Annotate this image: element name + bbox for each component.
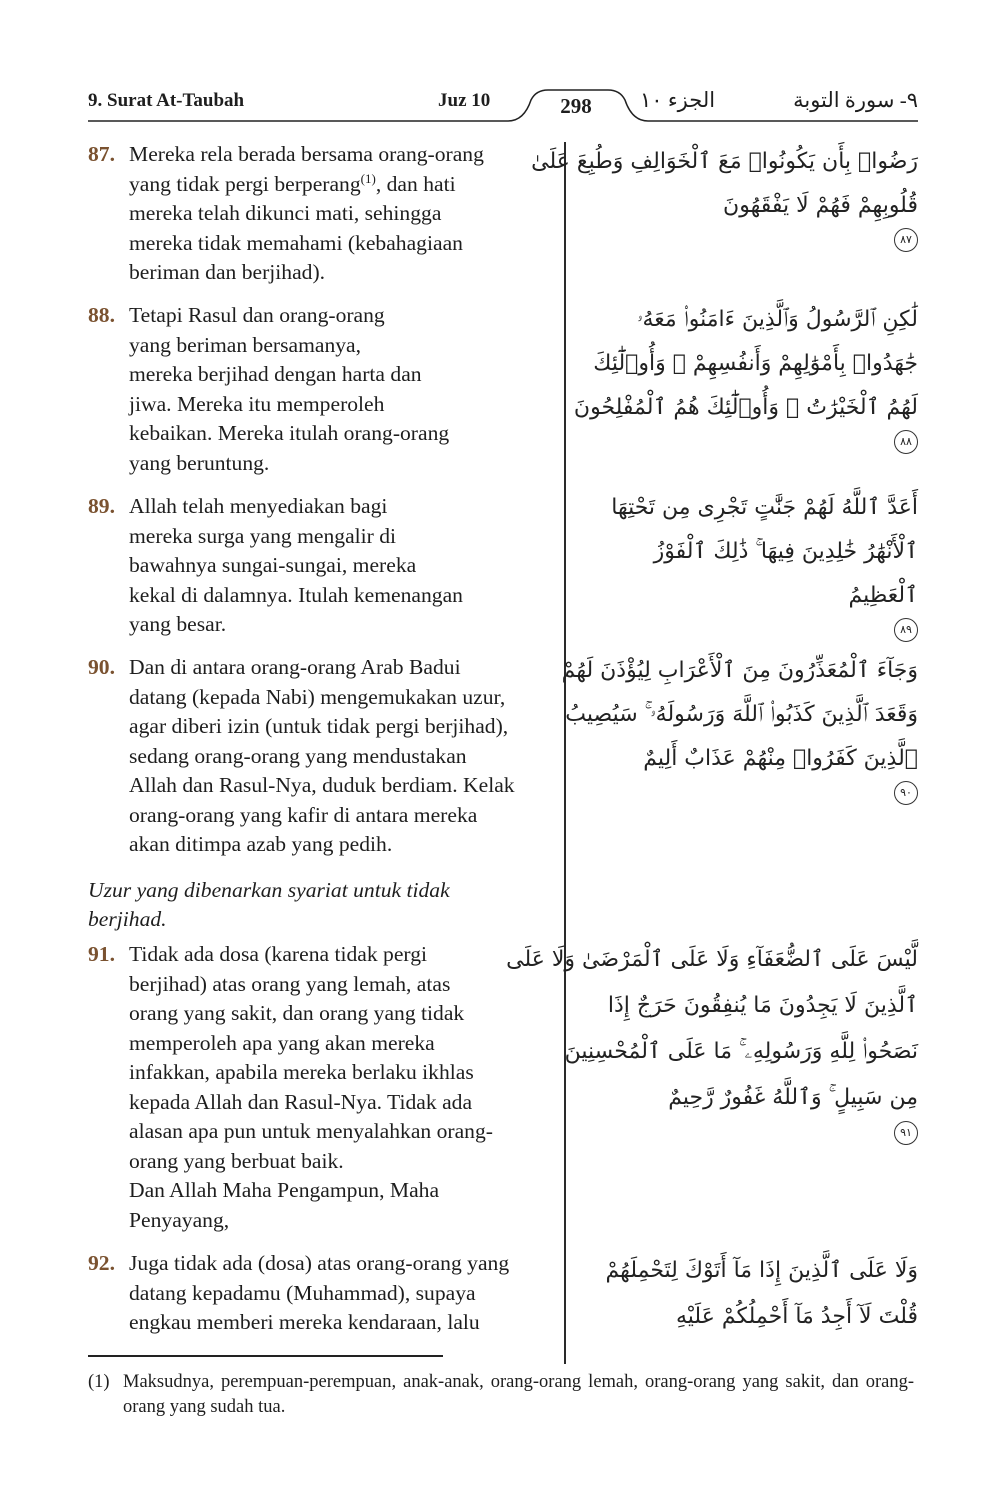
verse-line: kekal di dalamnya. Itulah kemenangan	[129, 582, 463, 607]
verse-line: yang beruntung.	[129, 450, 270, 475]
surah-name-arabic: ٩- سورة التوبة	[793, 88, 918, 112]
arabic-line: رَضُوا۟ بِأَن يَكُونُوا۟ مَعَ ٱلْخَوَالِفِ وَطُبِعَ عَلَىٰ	[531, 149, 918, 174]
arabic-line: مِن سَبِيلٍ ۚ وَٱللَّهُ غَفُورٌ رَّحِيمٌ ٩١	[580, 1075, 918, 1145]
footnote	[88, 1370, 914, 1420]
verse-line: agar diberi izin (untuk tidak pergi berjihad),	[129, 714, 509, 738]
arabic-line: قُلُوبِهِمْ فَهُمْ لَا يَفْقَهُونَ ٨٧	[580, 184, 918, 252]
verse-line: akan ditimpa azab yang pedih.	[129, 832, 393, 856]
arabic-verse-88	[573, 298, 918, 454]
arabic-line: لَٰكِنِ ٱلرَّسُولُ وَٱلَّذِينَ ءَامَنُوا۟ مَعَهُۥ	[637, 307, 918, 332]
verse-line: Tetapi Rasul dan orang-orang	[129, 303, 385, 327]
ayah-end-marker: ٩١	[894, 1121, 918, 1145]
verse-line: alasan apa pun untuk menyalahkan orang-	[129, 1119, 493, 1143]
arabic-line: قُلْتَ لَآ أَجِدُ مَآ أَحْمِلُكُمْ عَلَيْهِ	[675, 1304, 918, 1329]
verse-translation	[129, 301, 558, 478]
verse-88	[88, 301, 558, 478]
subheading-line: Uzur yang dibenarkan syariat untuk tidak	[88, 878, 450, 902]
page-header	[88, 88, 918, 128]
verse-91	[88, 940, 558, 1235]
verse-line: Dan di antara orang-orang Arab Badui	[129, 655, 461, 679]
verse-line: jiwa. Mereka itu memperoleh	[129, 391, 385, 416]
arabic-line: أَعَدَّ ٱللَّهُ لَهُمْ جَنَّٰتٍ تَجْرِى مِن تَحْتِهَا	[611, 495, 918, 520]
verse-line: sedang orang-orang yang mendustakan	[129, 743, 467, 768]
arabic-line: وَجَآءَ ٱلْمُعَذِّرُونَ مِنَ ٱلْأَعْرَابِ لِيُؤْذَنَ لَهُمْ	[561, 658, 918, 683]
arabic-verse-90	[561, 649, 918, 805]
verse-line: kepada Allah dan Rasul-Nya. Tidak ada	[129, 1089, 473, 1114]
verse-line: orang yang sakit, dan orang yang tidak	[129, 1001, 465, 1025]
verse-line: memperoleh apa yang akan mereka	[129, 1030, 435, 1055]
surah-name-latin: 9. Surat At-Taubah	[88, 90, 245, 111]
verse-line: engkau memberi mereka kendaraan, lalu	[129, 1310, 480, 1334]
arabic-line: نَصَحُوا۟ لِلَّهِ وَرَسُولِهِۦ ۚ مَا عَلَى ٱلْمُحْسِنِينَ	[564, 1039, 918, 1064]
verse-line: datang kepadamu (Muhammad), supaya	[129, 1280, 476, 1305]
verse-line: mereka tidak memahami (kebahagiaan	[129, 230, 463, 255]
footnote-text: Maksudnya, perempuan-perempuan, anak-anak, orang-orang lemah, orang-orang yang sakit, dan orang-orang yang sudah tua.	[123, 1372, 914, 1417]
verse-translation	[129, 940, 558, 1235]
arabic-verse-92	[580, 1248, 918, 1340]
verse-line: Juga tidak ada (dosa) atas orang-orang yang	[129, 1251, 510, 1275]
arabic-line: لَهُمُ ٱلْخَيْرَٰتُ ۖ وَأُو۟لَٰٓئِكَ هُمُ ٱلْمُفْلِحُونَ ٨٨	[580, 386, 918, 454]
verse-line: yang beriman bersamanya,	[129, 332, 362, 357]
verse-translation	[129, 492, 558, 640]
ayah-end-marker: ٨٩	[894, 618, 918, 642]
arabic-verse-91	[506, 937, 918, 1145]
verse-line: Allah telah menyediakan bagi	[129, 494, 388, 518]
verse-92	[88, 1249, 558, 1338]
verse-line: beriman dan berjihad).	[129, 260, 326, 284]
verse-90	[88, 653, 558, 860]
verse-line: kebaikan. Mereka itulah orang-orang	[129, 421, 450, 445]
verse-line: Penyayang,	[129, 1207, 230, 1232]
footnote-rule	[88, 1355, 443, 1357]
footnote-ref[interactable]: (1)	[360, 170, 376, 186]
verse-line: Mereka rela berada bersama orang-orang	[129, 142, 484, 166]
subheading-line: berjihad.	[88, 907, 167, 931]
verse-line: berjihad) atas orang yang lemah, atas	[129, 971, 451, 996]
verse-line: datang (kepada Nabi) mengemukakan uzur,	[129, 684, 506, 709]
arabic-line: ٱلَّذِينَ لَا يَجِدُونَ مَا يُنفِقُونَ حَرَجٌ إِذَا	[607, 993, 918, 1018]
arabic-line: ٱلْعَظِيمُ ٨٩	[580, 574, 918, 642]
footnote-mark: (1)	[88, 1372, 110, 1392]
verse-line: orang-orang yang kafir di antara mereka	[129, 802, 478, 827]
verse-line: mereka surga yang mengalir di	[129, 523, 397, 548]
verse-translation	[129, 653, 558, 860]
verse-number: 87.	[88, 142, 115, 166]
arabic-verse-87	[531, 140, 918, 252]
juz-label-latin: Juz 10	[438, 90, 491, 111]
verse-87	[88, 140, 558, 288]
verse-89	[88, 492, 558, 640]
arabic-line: لَّيْسَ عَلَى ٱلضُّعَفَآءِ وَلَا عَلَى ٱلْمَرْضَىٰ وَلَا عَلَى	[506, 947, 918, 972]
ayah-end-marker: ٨٧	[894, 228, 918, 252]
arabic-verse-89	[580, 486, 918, 642]
verse-line: Dan Allah Maha Pengampun, Maha	[129, 1178, 440, 1202]
verse-line: mereka telah dikunci mati, sehingga	[129, 201, 442, 225]
verse-number: 89.	[88, 494, 115, 518]
verse-number: 91.	[88, 942, 115, 966]
ayah-end-marker: ٨٨	[894, 430, 918, 454]
arabic-line: جَٰهَدُوا۟ بِأَمْوَٰلِهِمْ وَأَنفُسِهِمْ ۚ وَأُو۟لَٰٓئِكَ	[593, 351, 918, 376]
verse-number: 92.	[88, 1251, 115, 1275]
verse-number: 90.	[88, 655, 115, 679]
verse-line: Allah dan Rasul-Nya, duduk berdiam. Kelak	[129, 773, 515, 797]
arabic-line: ٱلْأَنْهَٰرُ خَٰلِدِينَ فِيهَا ۚ ذَٰلِكَ ٱلْفَوْزُ	[653, 539, 918, 564]
juz-label-arabic: الجزء ١٠	[640, 88, 716, 112]
verse-line: orang yang berbuat baik.	[129, 1148, 344, 1173]
arabic-line: وَقَعَدَ ٱلَّذِينَ كَذَبُوا۟ ٱللَّهَ وَرَسُولَهُۥ ۚ سَيُصِيبُ	[565, 702, 918, 727]
verse-number: 88.	[88, 303, 115, 327]
arabic-line: ٱلَّذِينَ كَفَرُوا۟ مِنْهُمْ عَذَابٌ أَلِيمٌ ٩٠	[580, 737, 918, 805]
verse-line: bawahnya sungai-sungai, mereka	[129, 553, 417, 577]
verse-line: mereka berjihad dengan harta dan	[129, 362, 422, 386]
verse-line: Tidak ada dosa (karena tidak pergi	[129, 942, 428, 966]
column-divider	[564, 142, 566, 1364]
ayah-end-marker: ٩٠	[894, 781, 918, 805]
verse-line: infakkan, apabila mereka berlaku ikhlas	[129, 1060, 474, 1084]
page-number: 298	[560, 94, 592, 118]
verse-line: yang besar.	[129, 612, 227, 636]
verse-line: yang tidak pergi berperang$^{(1)}$, dan hati	[129, 170, 456, 196]
section-subheading	[88, 876, 558, 934]
verse-translation	[129, 1249, 558, 1338]
arabic-line: وَلَا عَلَى ٱلَّذِينَ إِذَا مَآ أَتَوْكَ لِتَحْمِلَهُمْ	[605, 1258, 918, 1283]
verse-translation	[129, 140, 558, 288]
